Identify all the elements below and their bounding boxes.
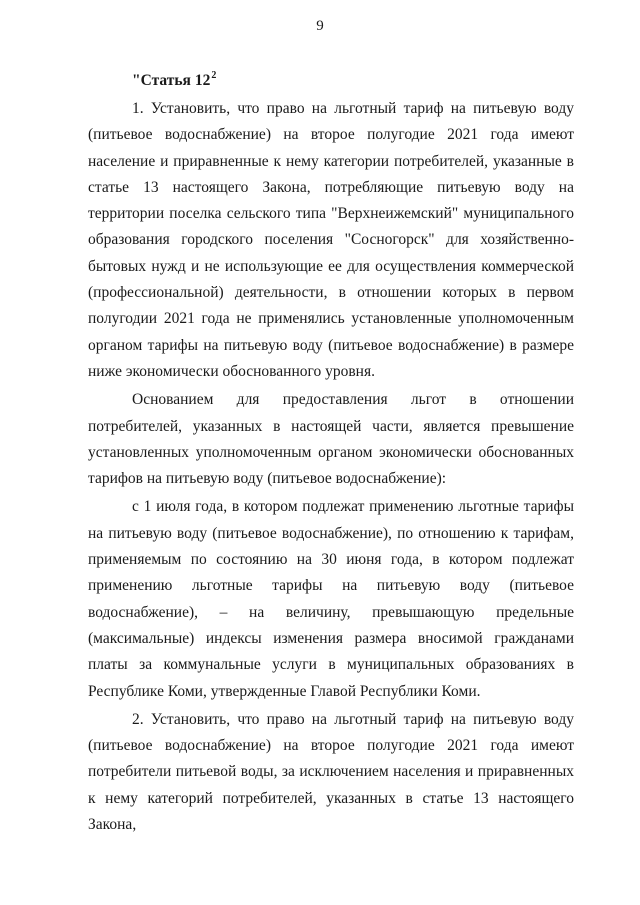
article-title-superscript: 2: [211, 70, 217, 81]
paragraph-basis: Основанием для предоставления льгот в отношении потребителей, указанных в настоящей части, является превышение установленных уполномоченным органом экономически обоснованных тарифов на питьевую воду (питьевое водоснабжение):: [88, 391, 574, 488]
article-title-text: "Статья 12: [132, 72, 211, 89]
article-body: [88, 96, 574, 838]
article-title: [132, 70, 216, 90]
paragraph-condition: с 1 июля года, в котором подлежат применению льготные тарифы на питьевую воду (питьевое водоснабжение), по отношению к тарифам, применяемым по состоянию на 30 июня года, в котором подлежат применению льготные тарифы на питьевую воду (питьевое водоснабжение), – на величину, превышающую предельные (максимальные) индексы изменения размера вносимой гражданами платы за коммунальные услуги в муниципальных образованиях в Республике Коми, утвержденные Главой Республики Коми.: [88, 498, 574, 700]
page-number: 9: [316, 18, 324, 34]
paragraph-part-1: 1. Установить, что право на льготный тариф на питьевую воду (питьевое водоснабжение) на второе полугодие 2021 года имеют население и приравненные к нему категории потребителей, указанные в статье 13 настоящего Закона, потребляющие питьевую воду на территории поселка сельского типа "Верхнеижемский" муниципального образования городского поселения "Сосногорск" для хозяйственно-бытовых нужд и не использующие ее для осуществления коммерческой (профессиональной) деятельности, в отношении которых в первом полугодии 2021 года не применялись установленные уполномоченным органом тарифы на питьевую воду (питьевое водоснабжение) в размере ниже экономически обоснованного уровня.: [88, 100, 574, 380]
paragraph-part-2: 2. Установить, что право на льготный тариф на питьевую воду (питьевое водоснабжение) на второе полугодие 2021 года имеют потребители питьевой воды, за исключением населения и приравненных к нему категорий потребителей, указанных в статье 13 настоящего Закона,: [88, 710, 574, 834]
